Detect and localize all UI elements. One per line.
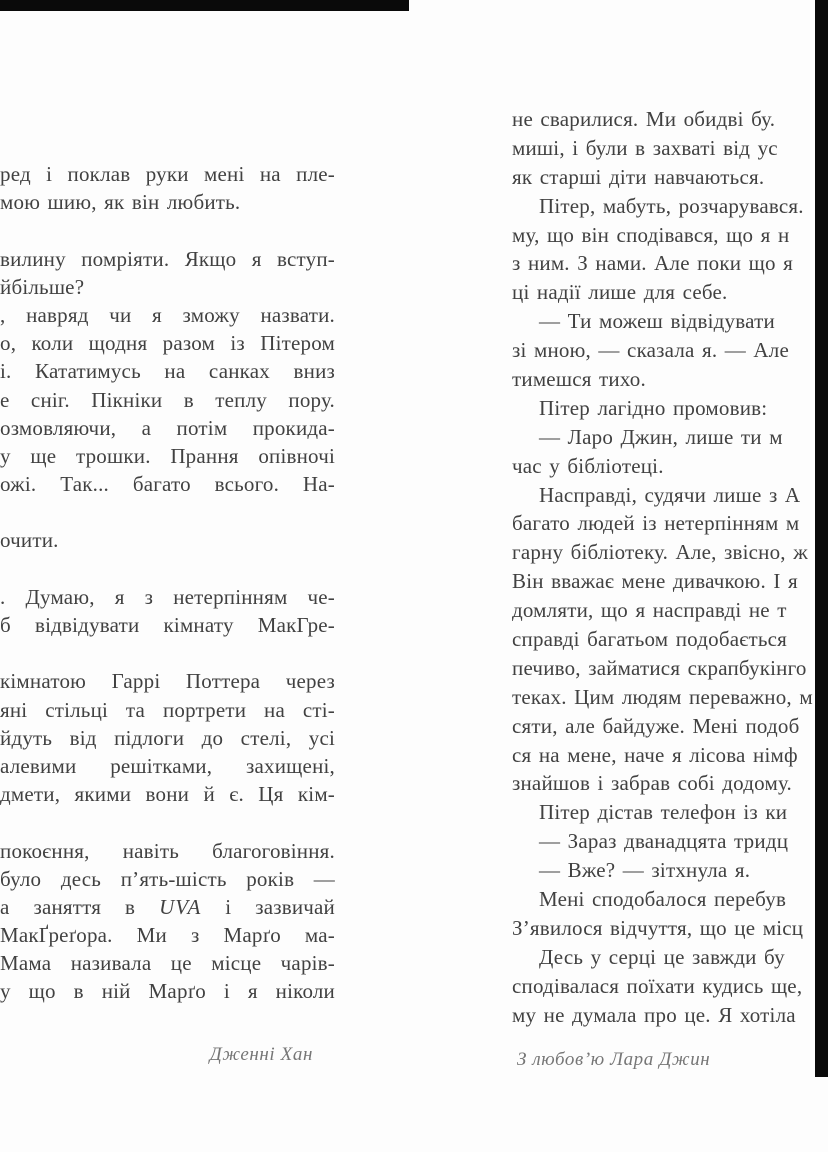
text-line: мою шию, як він любить. xyxy=(0,190,241,215)
text-line: — Ти можеш відвідувати xyxy=(539,309,775,334)
text-line: очити. xyxy=(0,528,59,553)
text-line: озмовляючи, а потім прокида- xyxy=(0,415,335,440)
text-line: , навряд чи я зможу назвати. xyxy=(0,302,335,327)
text-line: гарну бібліотеку. Але, звісно, ж xyxy=(512,540,808,565)
text-segment: і зазвичай xyxy=(201,894,335,919)
text-line xyxy=(0,810,335,838)
text-segment: а заняття в xyxy=(0,894,160,919)
text-line: теках. Цим людям переважно, м xyxy=(512,684,813,709)
text-line: — Зараз дванадцята тридц xyxy=(539,829,789,854)
text-line: Він вважає мене дивачкою. І я xyxy=(512,569,798,594)
text-line: справді багатьом подобається xyxy=(512,627,788,652)
text-line: Десь у серці це завжди бу xyxy=(539,944,785,969)
text-line: печиво, займатися скрапбукінго xyxy=(512,655,807,680)
text-line: Мама називала це місце чарів- xyxy=(0,951,335,976)
text-line: і. Кататимусь на санках вниз xyxy=(0,359,335,384)
text-line: ці надії лише для себе. xyxy=(512,280,728,305)
text-line: З’явилося відчуття, що це місц xyxy=(512,915,804,940)
text-line: вилину помріяти. Якщо я вступ- xyxy=(0,246,335,271)
italic-text: UVA xyxy=(159,894,202,919)
text-line: Пітер лагідно промовив: xyxy=(539,395,768,420)
text-line xyxy=(0,895,335,923)
text-line: яні стільці та портрети на сті- xyxy=(0,697,335,722)
text-line: му не думала про це. Я хотіла xyxy=(512,1002,796,1027)
text-line: йбільше? xyxy=(0,274,85,299)
left-page-text-column xyxy=(0,162,335,1008)
text-line: — Ларо Джин, лише ти м xyxy=(539,424,783,449)
right-page-text-column xyxy=(512,107,828,1032)
top-black-scan-bar xyxy=(0,0,409,11)
text-line: зі мною, — сказала я. — Але xyxy=(512,338,789,363)
text-line: му, що він сподівався, що я н xyxy=(512,222,790,247)
text-line: МакҐреґора. Ми з Марґо ма- xyxy=(0,923,335,948)
text-line: покоєння, навіть благоговіння. xyxy=(0,838,335,863)
text-line: Насправді, судячи лише з А xyxy=(539,482,801,507)
running-footer-author: Дженні Хан xyxy=(209,1044,313,1065)
text-line: е сніг. Пікніки в теплу пору. xyxy=(0,387,335,412)
text-line: — Вже? — зітхнула я. xyxy=(539,858,751,883)
right-black-scan-bar xyxy=(815,0,828,1077)
text-line: домляти, що я насправді не т xyxy=(512,598,787,623)
text-line: тимешся тихо. xyxy=(512,367,646,392)
text-line: алевими решітками, захищені, xyxy=(0,753,335,778)
text-line xyxy=(0,557,335,585)
running-footer-book-title: З любов’ю Лара Джин xyxy=(517,1049,711,1070)
text-line: сподівалася поїхати кудись ще, xyxy=(512,973,803,998)
text-line xyxy=(0,218,335,246)
text-line: миші, і були в захваті від ус xyxy=(512,135,778,160)
text-line: . Думаю, я з нетерпінням че- xyxy=(0,584,335,609)
text-line: кімнатою Гаррі Поттера через xyxy=(0,669,335,694)
text-line: дмети, якими вони й є. Ця кім- xyxy=(0,782,335,807)
text-line: було десь п’ять-шість років — xyxy=(0,866,335,891)
text-line: о, коли щодня разом із Пітером xyxy=(0,331,335,356)
text-line: знайшов і забрав собі додому. xyxy=(512,771,792,796)
text-line: Мені сподобалося перебув xyxy=(539,887,787,912)
text-line: як старші діти навчаються. xyxy=(512,164,765,189)
text-line: час у бібліотеці. xyxy=(512,453,664,478)
text-line: у що в ній Марґо і я ніколи xyxy=(0,979,335,1004)
text-line: з ним. З нами. Але поки що я xyxy=(512,251,793,276)
text-line: йдуть від підлоги до стелі, усі xyxy=(0,725,335,750)
text-line: сяти, але байдуже. Мені подоб xyxy=(512,713,800,738)
text-line: Пітер, мабуть, розчарувався. xyxy=(539,193,804,218)
text-line: не сварилися. Ми обидві бу. xyxy=(512,107,776,131)
text-line xyxy=(0,641,335,669)
text-line: Пітер дістав телефон із ки xyxy=(539,800,788,825)
text-line: у ще трошки. Прання опівночі xyxy=(0,443,335,468)
text-line: багато людей із нетерпінням м xyxy=(512,511,800,536)
text-line: ред і поклав руки мені на пле- xyxy=(0,162,335,186)
text-line: б відвідувати кімнату МакГре- xyxy=(0,613,335,637)
text-line: ожі. Так... багато всього. На- xyxy=(0,472,335,497)
text-line: ся на мене, наче я лісова німф xyxy=(512,742,798,767)
text-line xyxy=(0,500,335,528)
